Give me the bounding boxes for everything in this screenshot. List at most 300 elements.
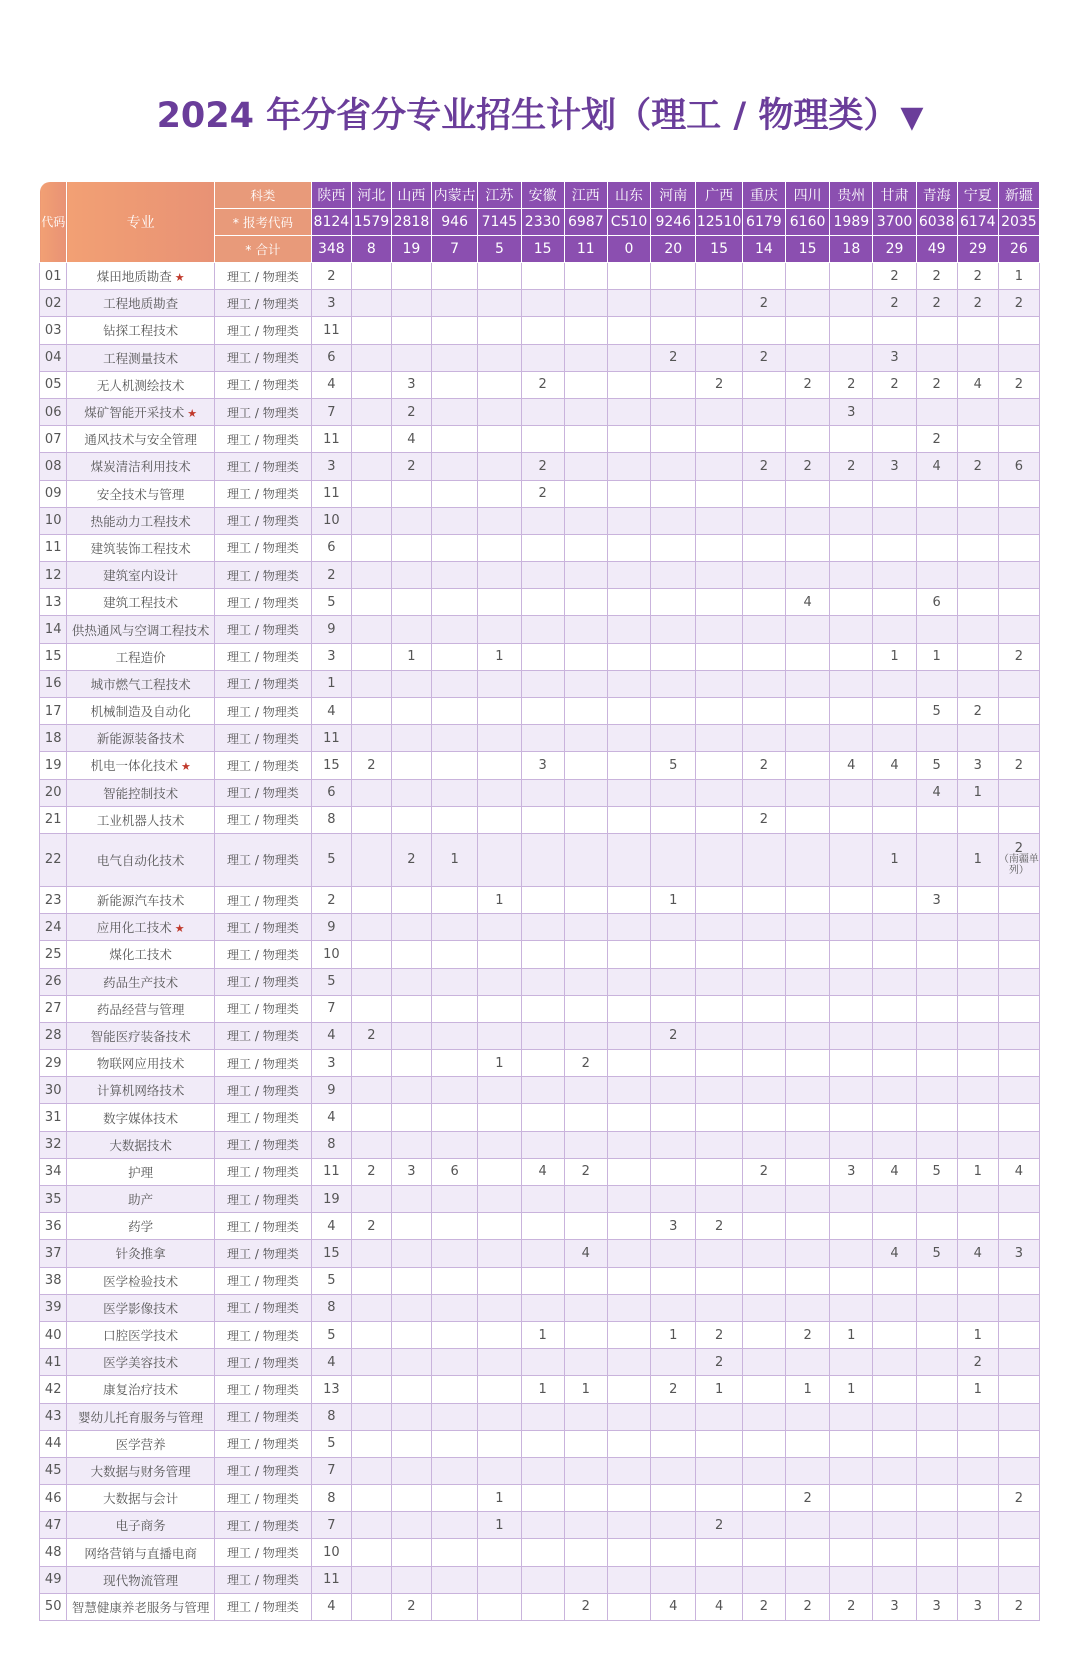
quota-cell [521, 616, 564, 643]
quota-cell [785, 1566, 829, 1593]
table-row [40, 886, 1040, 913]
quota-cell [391, 725, 431, 752]
quota-cell [431, 806, 477, 833]
quota-cell: 3 [830, 398, 873, 425]
major-name: 供热通风与空调工程技术 [71, 622, 210, 638]
exam-code-cell: C510 [607, 209, 650, 236]
quota-cell [742, 1349, 785, 1376]
category-cell: 理工 / 物理类 [214, 806, 311, 833]
exam-code-cell: 7145 [478, 209, 521, 236]
quota-cell [916, 1104, 957, 1131]
quota-cell [873, 1349, 916, 1376]
quota-cell [351, 507, 391, 534]
quota-cell: 4 [696, 1593, 742, 1620]
quota-cell [431, 1376, 477, 1403]
quota-cell [916, 1131, 957, 1158]
major-name: 现代物流管理 [103, 1572, 179, 1588]
quota-cell: 3 [998, 1240, 1039, 1267]
major-name: 智能医疗装备技术 [90, 1028, 191, 1044]
quota-cell [873, 995, 916, 1022]
quota-cell: 3 [311, 290, 351, 317]
quota-cell [651, 1158, 696, 1185]
quota-cell: 1 [651, 886, 696, 913]
quota-cell [696, 1240, 742, 1267]
total-cell: 14 [742, 236, 785, 263]
quota-cell [830, 1539, 873, 1566]
quota-cell [351, 1077, 391, 1104]
quota-cell [564, 914, 607, 941]
category-cell: 理工 / 物理类 [214, 1131, 311, 1158]
row-code: 05 [40, 371, 67, 398]
quota-cell [696, 480, 742, 507]
major-cell [67, 1566, 215, 1593]
star-icon: ★ [187, 407, 198, 421]
quota-cell [830, 317, 873, 344]
row-code: 44 [40, 1430, 67, 1457]
quota-cell [564, 1403, 607, 1430]
quota-cell [830, 806, 873, 833]
row-code: 09 [40, 480, 67, 507]
quota-cell [564, 1485, 607, 1512]
major-name: 工程造价 [115, 649, 166, 665]
quota-cell [873, 698, 916, 725]
quota-cell [521, 562, 564, 589]
table-row [40, 1104, 1040, 1131]
quota-cell [957, 725, 998, 752]
major-cell [67, 1512, 215, 1539]
total-cell: 29 [873, 236, 916, 263]
quota-cell [651, 1131, 696, 1158]
quota-cell [607, 1349, 650, 1376]
quota-cell [478, 371, 521, 398]
quota-cell [696, 643, 742, 670]
quota-cell: 3 [916, 886, 957, 913]
quota-cell [651, 453, 696, 480]
quota-cell [564, 1294, 607, 1321]
quota-cell [351, 968, 391, 995]
quota-cell [521, 886, 564, 913]
category-header: 科类 [214, 182, 311, 209]
quota-cell [696, 752, 742, 779]
quota-cell [830, 1566, 873, 1593]
quota-cell [957, 398, 998, 425]
major-cell [67, 1376, 215, 1403]
quota-cell [957, 941, 998, 968]
quota-cell [696, 1050, 742, 1077]
quota-cell [564, 1512, 607, 1539]
quota-cell [916, 480, 957, 507]
quota-cell [696, 1294, 742, 1321]
quota-cell [957, 643, 998, 670]
quota-cell [564, 643, 607, 670]
quota-cell [742, 670, 785, 697]
quota-cell [830, 1186, 873, 1213]
category-cell: 理工 / 物理类 [214, 1403, 311, 1430]
quota-cell [957, 1294, 998, 1321]
quota-cell [564, 752, 607, 779]
quota-cell [431, 589, 477, 616]
quota-cell: 8 [311, 1294, 351, 1321]
quota-cell [607, 914, 650, 941]
total-cell: 11 [564, 236, 607, 263]
quota-cell [607, 1376, 650, 1403]
quota-cell [651, 1566, 696, 1593]
quota-cell [431, 1566, 477, 1593]
quota-cell [431, 1539, 477, 1566]
quota-cell [478, 1267, 521, 1294]
quota-cell [607, 833, 650, 886]
major-name: 电子商务 [115, 1518, 166, 1534]
major-name: 大数据与会计 [103, 1491, 179, 1507]
quota-cell [431, 1240, 477, 1267]
quota-cell: 11 [311, 1158, 351, 1185]
table-row [40, 1050, 1040, 1077]
table-row [40, 1240, 1040, 1267]
quota-cell [564, 1104, 607, 1131]
row-code: 13 [40, 589, 67, 616]
quota-cell [391, 534, 431, 561]
row-code: 12 [40, 562, 67, 589]
quota-cell: 5 [311, 589, 351, 616]
category-cell: 理工 / 物理类 [214, 1430, 311, 1457]
quota-cell [785, 534, 829, 561]
quota-cell [957, 1104, 998, 1131]
quota-cell [391, 698, 431, 725]
quota-cell [607, 643, 650, 670]
table-row [40, 263, 1040, 290]
table-row [40, 1321, 1040, 1348]
table-row [40, 1566, 1040, 1593]
quota-cell [873, 1376, 916, 1403]
quota-cell [521, 1539, 564, 1566]
quota-cell [742, 371, 785, 398]
row-code: 34 [40, 1158, 67, 1185]
quota-cell: 3 [391, 371, 431, 398]
category-cell: 理工 / 物理类 [214, 886, 311, 913]
quota-cell: 3 [957, 1593, 998, 1620]
quota-cell [431, 1485, 477, 1512]
quota-cell [696, 317, 742, 344]
quota-cell [391, 1240, 431, 1267]
quota-cell: 2 [696, 1321, 742, 1348]
quota-cell [391, 1131, 431, 1158]
quota-cell: 1 [521, 1376, 564, 1403]
table-row [40, 1376, 1040, 1403]
quota-cell [696, 1186, 742, 1213]
major-name: 智慧健康养老服务与管理 [71, 1599, 210, 1615]
major-name: 通风技术与安全管理 [84, 432, 197, 448]
table-row [40, 1131, 1040, 1158]
quota-cell: 1 [521, 1321, 564, 1348]
quota-cell [351, 562, 391, 589]
major-cell [67, 371, 215, 398]
quota-cell [521, 914, 564, 941]
quota-cell [830, 1131, 873, 1158]
quota-cell: 1 [564, 1376, 607, 1403]
quota-cell [830, 1349, 873, 1376]
quota-cell [785, 426, 829, 453]
quota-cell [696, 779, 742, 806]
quota-cell [521, 1240, 564, 1267]
quota-cell [830, 290, 873, 317]
quota-cell: 3 [391, 1158, 431, 1185]
star-icon: ★ [174, 922, 185, 936]
quota-cell [607, 1240, 650, 1267]
quota-cell [521, 698, 564, 725]
quota-cell [431, 670, 477, 697]
major-cell [67, 806, 215, 833]
quota-cell [351, 670, 391, 697]
major-name: 口腔医学技术 [103, 1328, 179, 1344]
quota-cell: 4 [916, 779, 957, 806]
quota-cell [564, 616, 607, 643]
quota-cell [785, 317, 829, 344]
quota-cell [351, 1593, 391, 1620]
quota-cell [742, 426, 785, 453]
quota-cell [873, 534, 916, 561]
province-header: 青海 [916, 182, 957, 209]
quota-cell [431, 562, 477, 589]
province-header: 陕西 [311, 182, 351, 209]
table-row [40, 1457, 1040, 1484]
quota-cell [607, 616, 650, 643]
major-name: 电气自动化技术 [96, 852, 185, 868]
table-row [40, 1485, 1040, 1512]
quota-cell [998, 534, 1039, 561]
quota-cell [607, 1593, 650, 1620]
quota-cell [521, 1294, 564, 1321]
major-cell [67, 534, 215, 561]
quota-cell [830, 480, 873, 507]
quota-cell [785, 914, 829, 941]
quota-cell [391, 886, 431, 913]
quota-cell [607, 507, 650, 534]
row-code: 19 [40, 752, 67, 779]
quota-cell: 2 [957, 290, 998, 317]
quota-cell [785, 562, 829, 589]
major-cell [67, 725, 215, 752]
quota-cell: 6 [311, 534, 351, 561]
quota-cell [651, 725, 696, 752]
quota-cell [607, 995, 650, 1022]
quota-cell: 2 [521, 480, 564, 507]
quota-cell [351, 725, 391, 752]
quota-cell: 10 [311, 941, 351, 968]
quota-cell [391, 1403, 431, 1430]
row-code: 49 [40, 1566, 67, 1593]
category-cell: 理工 / 物理类 [214, 1566, 311, 1593]
quota-cell [478, 1593, 521, 1620]
quota-cell [873, 426, 916, 453]
row-code: 29 [40, 1050, 67, 1077]
quota-cell [607, 398, 650, 425]
category-cell: 理工 / 物理类 [214, 1376, 311, 1403]
row-code: 08 [40, 453, 67, 480]
quota-cell: 2 [742, 290, 785, 317]
quota-cell: 4 [957, 1240, 998, 1267]
table-row [40, 426, 1040, 453]
quota-cell [351, 1267, 391, 1294]
quota-cell [696, 1267, 742, 1294]
province-header: 四川 [785, 182, 829, 209]
quota-cell [998, 1104, 1039, 1131]
quota-cell [785, 1213, 829, 1240]
quota-cell [431, 1430, 477, 1457]
major-cell [67, 1158, 215, 1185]
major-name: 医学影像技术 [103, 1300, 179, 1316]
quota-cell [742, 1294, 785, 1321]
major-name: 药学 [128, 1219, 154, 1235]
quota-cell [696, 886, 742, 913]
quota-cell: 8 [311, 1403, 351, 1430]
quota-cell [564, 941, 607, 968]
quota-cell: 2 [391, 833, 431, 886]
category-cell: 理工 / 物理类 [214, 1158, 311, 1185]
quota-cell [478, 453, 521, 480]
quota-cell [478, 1430, 521, 1457]
quota-cell [478, 1077, 521, 1104]
row-code: 20 [40, 779, 67, 806]
quota-cell [478, 752, 521, 779]
quota-cell [916, 806, 957, 833]
quota-cell [696, 426, 742, 453]
quota-cell [830, 1104, 873, 1131]
quota-cell [607, 1077, 650, 1104]
province-header: 甘肃 [873, 182, 916, 209]
quota-cell [521, 1267, 564, 1294]
quota-cell [916, 1539, 957, 1566]
quota-cell: 4 [311, 371, 351, 398]
quota-cell [391, 263, 431, 290]
quota-cell: 3 [873, 344, 916, 371]
row-code: 21 [40, 806, 67, 833]
quota-cell [873, 1512, 916, 1539]
total-cell: 0 [607, 236, 650, 263]
total-cell: 20 [651, 236, 696, 263]
quota-cell [916, 344, 957, 371]
quota-note: （南疆单列） [998, 854, 1039, 877]
quota-cell [478, 941, 521, 968]
quota-cell [916, 1349, 957, 1376]
quota-cell [478, 1022, 521, 1049]
quota-cell [564, 1566, 607, 1593]
quota-cell [391, 290, 431, 317]
quota-cell: 5 [916, 752, 957, 779]
quota-cell [607, 968, 650, 995]
row-code: 23 [40, 886, 67, 913]
quota-cell [478, 725, 521, 752]
quota-cell [651, 806, 696, 833]
quota-cell: 10 [311, 507, 351, 534]
quota-cell [785, 1403, 829, 1430]
quota-cell [521, 1131, 564, 1158]
quota-cell [478, 1349, 521, 1376]
province-header: 安徽 [521, 182, 564, 209]
quota-cell [521, 344, 564, 371]
quota-cell [696, 263, 742, 290]
quota-cell [478, 1104, 521, 1131]
quota-cell [478, 616, 521, 643]
quota-cell: 2 [391, 398, 431, 425]
quota-cell [785, 643, 829, 670]
quota-cell [607, 344, 650, 371]
quota-cell [391, 317, 431, 344]
total-cell: 5 [478, 236, 521, 263]
table-row [40, 725, 1040, 752]
quota-cell: 1 [873, 833, 916, 886]
quota-cell [873, 317, 916, 344]
major-name: 无人机测绘技术 [96, 377, 185, 393]
quota-cell: 2 [957, 263, 998, 290]
quota-cell [998, 806, 1039, 833]
quota-cell [830, 1213, 873, 1240]
major-name: 大数据与财务管理 [90, 1463, 191, 1479]
table-row [40, 562, 1040, 589]
major-name: 大数据技术 [109, 1137, 172, 1153]
quota-cell: 4 [873, 1158, 916, 1185]
quota-cell: 5 [916, 698, 957, 725]
major-name: 钻探工程技术 [103, 323, 179, 339]
quota-cell [351, 589, 391, 616]
quota-cell [916, 534, 957, 561]
quota-cell [351, 1349, 391, 1376]
quota-cell [916, 1512, 957, 1539]
quota-cell: 13 [311, 1376, 351, 1403]
quota-cell: 2 [351, 1213, 391, 1240]
category-cell: 理工 / 物理类 [214, 1512, 311, 1539]
quota-cell: 9 [311, 1077, 351, 1104]
quota-cell [957, 562, 998, 589]
quota-cell [830, 507, 873, 534]
quota-cell: 2 [742, 752, 785, 779]
quota-cell [998, 344, 1039, 371]
quota-cell: 4 [785, 589, 829, 616]
quota-cell [564, 1349, 607, 1376]
quota-cell [785, 290, 829, 317]
quota-cell [351, 344, 391, 371]
major-cell [67, 1349, 215, 1376]
quota-cell [521, 1566, 564, 1593]
page-title-text: 2024 年分省分专业招生计划（理工 / 物理类） [156, 96, 899, 136]
quota-cell: 7 [311, 1512, 351, 1539]
category-cell: 理工 / 物理类 [214, 833, 311, 886]
quota-cell: 2 [311, 562, 351, 589]
quota-cell [998, 1457, 1039, 1484]
table-row [40, 752, 1040, 779]
category-cell: 理工 / 物理类 [214, 1022, 311, 1049]
quota-cell: 2 [998, 1593, 1039, 1620]
quota-cell: 7 [311, 1457, 351, 1484]
quota-cell [696, 1485, 742, 1512]
province-header: 河南 [651, 182, 696, 209]
quota-cell [564, 886, 607, 913]
quota-cell: 7 [311, 398, 351, 425]
quota-cell [742, 914, 785, 941]
quota-cell [351, 1457, 391, 1484]
table-row [40, 1512, 1040, 1539]
major-cell [67, 1457, 215, 1484]
table-header [40, 182, 1040, 263]
quota-cell [431, 643, 477, 670]
table-row [40, 1539, 1040, 1566]
quota-cell [873, 1457, 916, 1484]
quota-cell [651, 562, 696, 589]
quota-cell [391, 1376, 431, 1403]
major-cell [67, 290, 215, 317]
quota-cell [651, 1077, 696, 1104]
category-cell: 理工 / 物理类 [214, 426, 311, 453]
quota-cell [607, 263, 650, 290]
